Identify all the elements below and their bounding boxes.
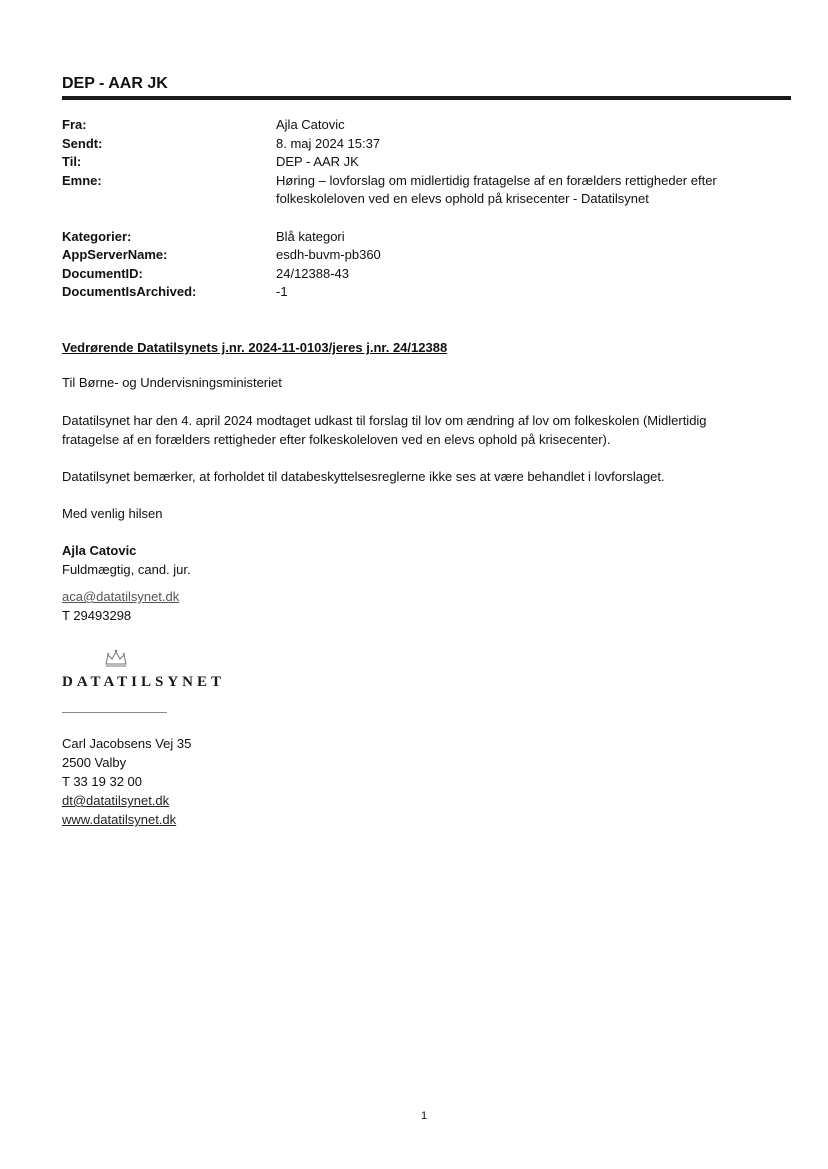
signature-title: Fuldmægtig, cand. jur. bbox=[62, 562, 191, 577]
docid-value: 24/12388-43 bbox=[276, 266, 350, 281]
reference-line: Vedrørende Datatilsynets j.nr. 2024-11-0103/jeres j.nr. 24/12388 bbox=[62, 340, 448, 355]
category-label: Kategorier: bbox=[62, 229, 132, 244]
archived-value: -1 bbox=[276, 284, 288, 299]
salutation: Til Børne- og Undervisningsministeriet bbox=[62, 375, 282, 390]
address-line2: 2500 Valby bbox=[62, 755, 127, 770]
paragraph-1-line1: Datatilsynet har den 4. april 2024 modtaget udkast til forslag til lov om ændring af lov om folkeskolen (Midlertidig bbox=[62, 413, 707, 428]
to-value: DEP - AAR JK bbox=[276, 154, 359, 169]
signature-email-link[interactable]: aca@datatilsynet.dk bbox=[62, 589, 180, 604]
from-value: Ajla Catovic bbox=[276, 117, 345, 132]
closing: Med venlig hilsen bbox=[62, 506, 163, 521]
office-email-link[interactable]: dt@datatilsynet.dk bbox=[62, 793, 170, 808]
logo-divider bbox=[62, 712, 167, 713]
appserver-value: esdh-buvm-pb360 bbox=[276, 247, 381, 262]
signature-name: Ajla Catovic bbox=[62, 543, 137, 558]
datatilsynet-logo-text: DATATILSYNET bbox=[62, 674, 226, 690]
paragraph-1-line2: fratagelse af en forælders rettigheder efter folkeskoleloven ved en elevs ophold på krisecenter). bbox=[62, 432, 611, 447]
from-label: Fra: bbox=[62, 117, 87, 132]
subject-value-line2: folkeskoleloven ved en elevs ophold på krisecenter - Datatilsynet bbox=[276, 191, 649, 206]
signature-phone: T 29493298 bbox=[62, 608, 132, 623]
title-divider bbox=[62, 96, 791, 100]
subject-label: Emne: bbox=[62, 173, 102, 188]
sent-label: Sendt: bbox=[62, 136, 103, 151]
office-email-wrap bbox=[62, 791, 782, 810]
signature-email-wrap bbox=[62, 587, 782, 606]
docid-label: DocumentID: bbox=[62, 266, 143, 281]
category-value: Blå kategori bbox=[276, 229, 345, 244]
page-title: DEP - AAR JK bbox=[62, 75, 168, 92]
office-phone: T 33 19 32 00 bbox=[62, 774, 142, 789]
website-link[interactable]: www.datatilsynet.dk bbox=[62, 812, 177, 827]
paragraph-2: Datatilsynet bemærker, at forholdet til databeskyttelsesreglerne ikke ses at være behandlet i lovforslaget. bbox=[62, 469, 665, 484]
to-label: Til: bbox=[62, 154, 82, 169]
crown-icon bbox=[102, 648, 130, 668]
subject-value-line1: Høring – lovforslag om midlertidig fratagelse af en forælders rettigheder efter bbox=[276, 173, 717, 188]
sent-value: 8. maj 2024 15:37 bbox=[276, 136, 381, 151]
address-line1: Carl Jacobsens Vej 35 bbox=[62, 736, 192, 751]
appserver-label: AppServerName: bbox=[62, 247, 168, 262]
page-number: 1 bbox=[421, 1110, 428, 1122]
website-wrap bbox=[62, 810, 782, 829]
archived-label: DocumentIsArchived: bbox=[62, 284, 197, 299]
